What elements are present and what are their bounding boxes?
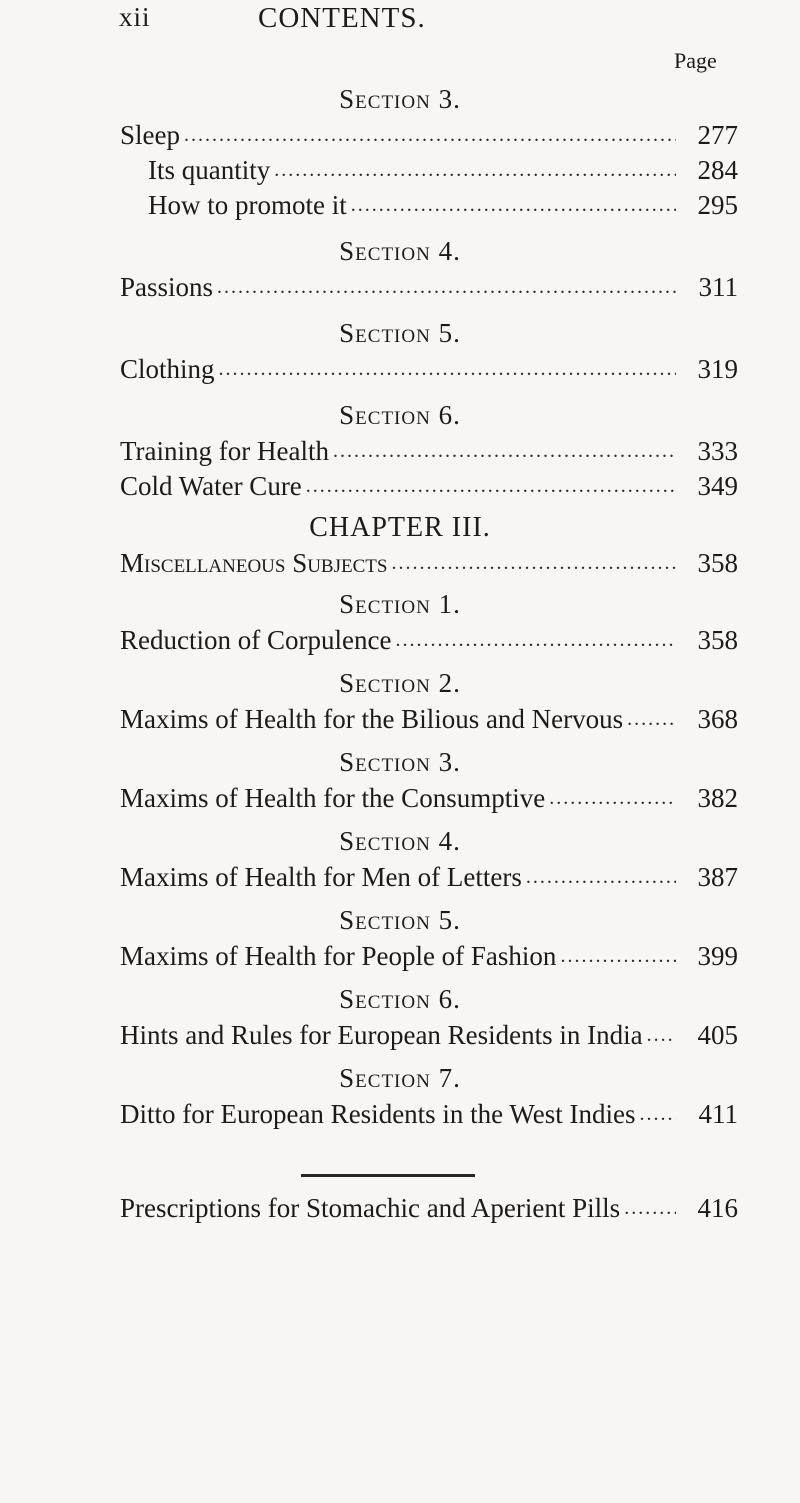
entry-title: Reduction of Corpulence [120,625,392,655]
leader-dots [624,1190,676,1226]
leader-dots [274,152,676,188]
entry-title: Ditto for European Residents in the West Indies [120,1099,636,1129]
entry-page: 416 [697,1193,738,1223]
entry-page: 277 [697,120,738,150]
section-heading: Section 3. [339,84,461,114]
toc-entry [120,622,738,658]
entry-page: 284 [697,155,738,185]
entry-title: How to promote it [148,190,347,220]
entry-page: 333 [697,436,738,466]
toc-entry [120,1190,738,1226]
section-heading: Section 2. [339,668,461,698]
leader-dots [219,351,676,387]
leader-dots [391,545,676,581]
leader-dots [184,117,676,153]
leader-dots [217,269,676,305]
entry-title: Maxims of Health for the Bilious and Nervous [120,704,624,734]
entry-page: 349 [697,471,738,501]
toc-entry [120,269,738,305]
entry-page: 405 [697,1020,738,1050]
toc-entry [120,938,738,974]
entry-title: Maxims of Health for the Consumptive [120,783,546,813]
divider-rule [301,1174,475,1177]
entry-page: 368 [697,704,738,734]
leader-dots [351,187,676,223]
entry-page: 382 [697,783,738,813]
entry-title: Passions [120,272,214,302]
section-heading: Section 4. [339,826,461,856]
section-heading: Section 5. [339,905,461,935]
toc-entry [120,1096,738,1132]
leader-dots [639,1096,676,1132]
entry-page: 311 [698,272,738,302]
leader-dots [647,1017,676,1053]
entry-page: 387 [697,862,738,892]
entry-page: 319 [697,354,738,384]
running-head: CONTENTS. [258,2,426,34]
toc-entry [148,187,738,223]
page-column-label: Page [674,48,717,73]
leader-dots [560,938,676,974]
section-heading: Section 4. [339,236,461,266]
chapter-heading: CHAPTER III. [309,512,491,543]
toc-entry [120,780,738,816]
leader-dots [333,433,676,469]
entry-page: 411 [698,1099,738,1129]
entry-title: Clothing [120,354,215,384]
entry-title: Cold Water Cure [120,471,302,501]
entry-title: Training for Health [120,436,329,466]
leader-dots [549,780,676,816]
entry-page: 399 [697,941,738,971]
toc-entry [120,433,738,469]
section-heading: Section 7. [339,1063,461,1093]
entry-title: Sleep [120,120,180,150]
section-heading: Section 1. [339,589,461,619]
entry-title: Prescriptions for Stomachic and Aperient Pills [120,1193,621,1223]
entry-page: 295 [697,190,738,220]
leader-dots [526,859,676,895]
toc-entry [120,859,738,895]
leader-dots [306,468,676,504]
entry-title: Hints and Rules for European Residents in India [120,1020,643,1050]
entry-title: Maxims of Health for People of Fashion [120,941,557,971]
entry-title: Its quantity [148,155,271,185]
entry-title: Miscellaneous Subjects [120,548,388,578]
entry-title: Maxims of Health for Men of Letters [120,862,522,892]
section-heading: Section 5. [339,318,461,348]
toc-entry [120,351,738,387]
toc-entry [148,152,738,188]
section-heading: Section 3. [339,747,461,777]
toc-entry [120,545,738,581]
toc-entry [120,701,738,737]
leader-dots [627,701,676,737]
toc-entry [120,468,738,504]
section-heading: Section 6. [339,400,461,430]
toc-entry [120,1017,738,1053]
section-heading: Section 6. [339,984,461,1014]
page-folio: xii [119,2,151,32]
toc-entry [120,117,738,153]
leader-dots [395,622,676,658]
entry-page: 358 [697,548,738,578]
entry-page: 358 [697,625,738,655]
